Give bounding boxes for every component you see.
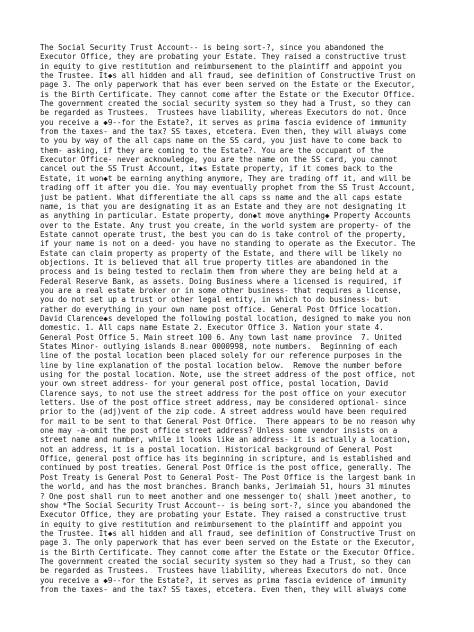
text-line: Clarence says, to not use the street address for the post office on your executor [40, 388, 407, 398]
text-line: from the taxes- and the tax? SS taxes, etcetera. Even then, they will always come [40, 584, 407, 594]
text-line: continued by post treaties. General Post Office is the post office, generally. The [40, 463, 411, 473]
text-line: just be patient. What differentiate the all caps ss name and the all caps estate [40, 192, 402, 202]
text-line: process and is being tested to reclaim them from where they are being held at a [40, 267, 398, 277]
text-line: be regarded as Trustees. Trustees have liability, whereas Executors do not. Once [40, 566, 407, 576]
text-line: Federal Reserve Bank, as assets. Doing Business where a licensed is required, if [40, 276, 402, 286]
text-line: Executor Office- never acknowledge, you are the name on the SS card, you cannot [40, 155, 398, 165]
text-line: you receive a ◆9--for the Estate?, it serves as prima fascia evidence of immunity [40, 575, 407, 585]
document-body-text [40, 43, 436, 594]
text-line: The Social Security Trust Account-- is being sort-?, since you abandoned the [40, 43, 384, 52]
text-line: them- asking, if they are coming to the Estate?. You are the occupant of the [40, 145, 384, 155]
text-line: cancel out the SS Trust Account, it◆s Estate property, if it comes back to the [40, 164, 393, 174]
text-line: David Clarence◆s developed the following postal location, designed to make you non [40, 313, 411, 323]
text-line: be regarded as Trustees. Trustees have liability, whereas Executors do not. Once [40, 108, 407, 118]
text-line: The government created the social security system so they had a Trust, so they can [40, 556, 411, 566]
text-line: the Trustee. It◆s all hidden and all fraud, see definition of Constructive Trust on [40, 528, 416, 538]
text-line: the world, and has the most branches. Branch banks, Jerimaiah 51, hours 31 minutes [40, 482, 411, 492]
text-line: trading off it after you die. You may eventually prophet from the SS Trust Account, [40, 183, 416, 193]
text-line: over to the Estate. Any trust you create, in the world system are property- of the [40, 220, 411, 230]
text-line: one may -a-omit the post office street address? Unless some vendor insists on a [40, 426, 398, 436]
text-line: the Trustee. It◆s all hidden and all fraud, see definition of Constructive Trust on [40, 71, 416, 81]
text-line: name, is that you are designating it as an Estate and they are not designating it [40, 201, 407, 211]
text-line: for mail to be sent to that General Post Office. There appears to be no reason why [40, 416, 416, 426]
text-line: not an address, it is a postal location. Historical background of General Post [40, 444, 393, 454]
text-line: to you by way of the all caps name on the SS card, you just have to come back to [40, 136, 402, 146]
text-line: in equity to give restitution and reimbursement to the plaintiff and appoint you [40, 519, 402, 529]
text-line: you are a real estate broker or in some other business- that requires a license, [40, 285, 402, 295]
text-line: Post Treaty is General Post to General Post- The Post Office is the largest bank in [40, 472, 416, 482]
text-line: objections. It is believed that all true property titles are abandoned in the [40, 257, 389, 267]
text-line: is the Birth Certificate. They cannot come after the Estate or the Executor Office. [40, 89, 416, 99]
text-line: page 3. The only paperwork that has ever been served on the Estate or the Executor, [40, 538, 416, 548]
text-line: you receive a ◆9--for the Estate?, it serves as prima fascia evidence of immunity [40, 117, 407, 127]
text-line: General Post Office 5. Main street 100 6. Any town last name province 7. United [40, 332, 402, 342]
text-line: as anything in particular. Estate property, don◆t move anything◆ Property Accounts [40, 211, 411, 221]
text-line: Executor Office, they are probating your Estate. They raised a constructive trust [40, 52, 407, 62]
text-line: street name and number, while it looks like an address- it is actually a location, [40, 435, 411, 445]
text-line: domestic. 1. All caps name Estate 2. Executor Office 3. Nation your state 4. [40, 323, 384, 333]
text-line: prior to the (adj)vent of the zip code. A street address would have been required [40, 407, 407, 417]
text-line: Executor Office, they are probating your Estate. They raised a constructive trust [40, 510, 407, 520]
text-line: is the Birth Certificate. They cannot come after the Estate or the Executor Office. [40, 547, 416, 557]
text-line: your own street address- for your general post office, postal location, David [40, 379, 389, 389]
text-line: Estate, it won◆t be earning anything anymore, They are trading off it, and will be [40, 173, 411, 183]
text-line: in equity to give restitution and reimbursement to the plaintiff and appoint you [40, 61, 402, 71]
text-line: ? One post shall run to meet another and one messenger to( shall )meet another, to [40, 491, 411, 501]
text-line: line by line explanation of the postal location below. Remove the number before [40, 360, 402, 370]
text-line: Estate can claim property as property of the Estate, and there will be likely no [40, 248, 402, 258]
text-line: if your name is not on a deed- you have no standing to operate as the Executor. The [40, 239, 416, 249]
text-line: show *The Social Security Trust Account-- is being sort-?, since you abandoned the [40, 500, 411, 510]
text-line: rather do everything in your own name post office. General Post Office location. [40, 304, 402, 314]
text-line: line of the postal location been placed solely for our reference purposes in the [40, 351, 402, 361]
text-line: Estate cannot operate trust, the best you can do is take control of the property, [40, 229, 407, 239]
text-line: you do not set up a trust or other legal entity, in which to do business- but [40, 295, 389, 305]
text-line: letters. Use of the post office street address, may be considered optional- since [40, 398, 407, 408]
text-line: The government created the social security system so they had a Trust, so they can [40, 99, 411, 109]
text-line: States Minor- outlying islands 8.near 0000998, note numbers. Beginning of each [40, 342, 398, 351]
text-line: from the taxes- and the tax? SS taxes, etcetera. Even then, they will always come [40, 127, 407, 137]
text-line: page 3. The only paperwork that has ever been served on the Estate or the Executor, [40, 80, 416, 90]
text-line: Office, general post office has its beginning in scripture, and is established and [40, 454, 411, 464]
text-line: using for the postal location. Note, use the street address of the post office, not [40, 370, 416, 380]
